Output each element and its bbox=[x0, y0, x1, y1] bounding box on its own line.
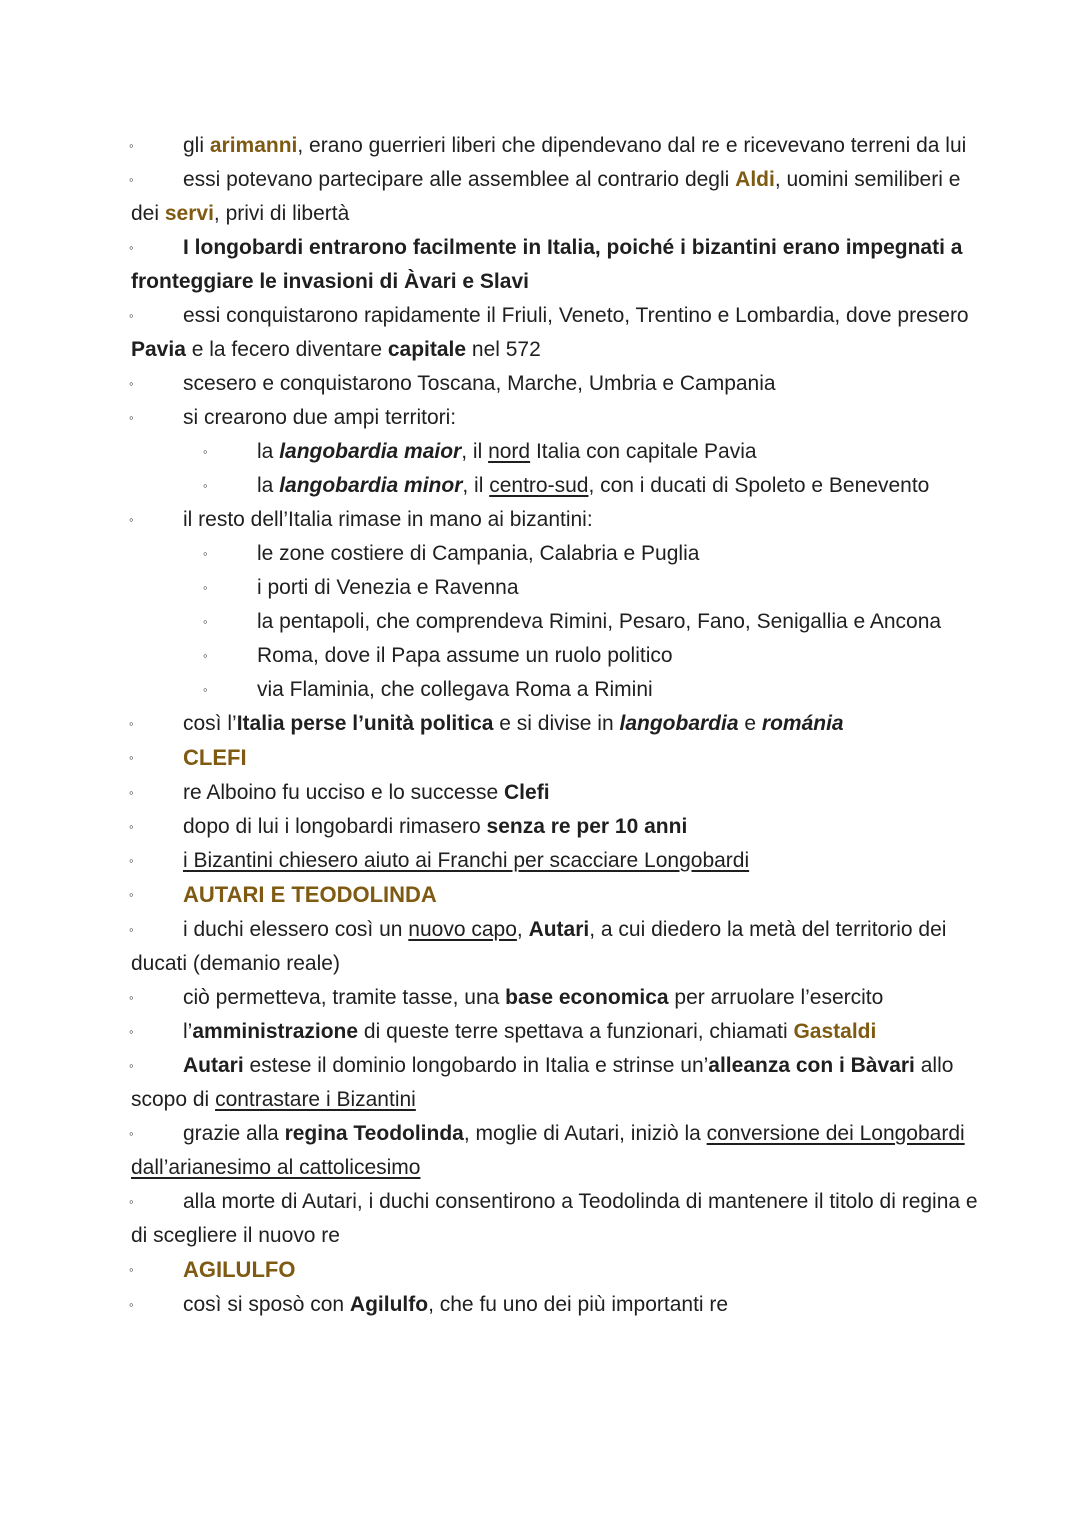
list-item bbox=[0, 129, 1080, 163]
text-segment: senza re per 10 anni bbox=[486, 815, 688, 838]
list-item bbox=[0, 163, 1080, 231]
bullet-icon: ◦ bbox=[203, 444, 208, 459]
text-segment: la bbox=[257, 440, 280, 463]
text-segment: Agilulfo bbox=[349, 1293, 429, 1316]
text-segment: essi conquistarono rapidamente il Friuli, Veneto, Trentino e Lombardia, dove presero bbox=[183, 304, 969, 327]
text-segment: románia bbox=[761, 712, 844, 735]
list-item bbox=[0, 1185, 1080, 1253]
text-segment: allo scopo di bbox=[131, 1054, 954, 1111]
text-segment: , il bbox=[461, 440, 489, 463]
bullet-icon: ◦ bbox=[129, 1024, 134, 1039]
key-term: arimanni bbox=[209, 134, 298, 157]
text-segment: , il bbox=[462, 474, 490, 497]
text-segment: nel 572 bbox=[466, 338, 541, 361]
list-item bbox=[0, 299, 1080, 367]
text-segment: e la fecero diventare bbox=[185, 338, 388, 361]
bullet-icon: ◦ bbox=[129, 308, 134, 323]
bullet-icon: ◦ bbox=[203, 682, 208, 697]
text-segment: si crearono due ampi territori: bbox=[183, 406, 457, 429]
list-item bbox=[0, 1253, 1080, 1288]
bullet-icon: ◦ bbox=[129, 716, 134, 731]
text-segment: capitale bbox=[387, 338, 467, 361]
list-item bbox=[0, 503, 1080, 537]
text-segment: così si sposò con bbox=[183, 1293, 350, 1316]
sub-list-item bbox=[0, 469, 1080, 503]
list-item bbox=[0, 231, 1080, 299]
key-term: servi bbox=[164, 202, 214, 225]
text-segment: Autari bbox=[528, 918, 590, 941]
bullet-icon: ◦ bbox=[129, 172, 134, 187]
text-segment: langobardia bbox=[619, 712, 739, 735]
bullet-icon: ◦ bbox=[129, 1126, 134, 1141]
text-segment: re Alboino fu ucciso e lo successe bbox=[183, 781, 505, 804]
text-segment: così l’ bbox=[183, 712, 237, 735]
document-body bbox=[0, 129, 1080, 1322]
text-segment: grazie alla bbox=[183, 1122, 285, 1145]
bullet-icon: ◦ bbox=[129, 750, 134, 765]
bullet-icon: ◦ bbox=[129, 887, 134, 902]
text-segment: conversione dei Longobardi dall’arianesimo al cattolicesimo bbox=[131, 1122, 965, 1179]
text-segment: nord bbox=[488, 440, 531, 463]
text-segment: i Bizantini chiesero aiuto ai Franchi per scacciare Longobardi bbox=[183, 849, 750, 872]
text-segment: , a cui diedero la metà del territorio dei ducati (demanio reale) bbox=[131, 918, 947, 975]
list-item bbox=[0, 1288, 1080, 1322]
text-segment: il resto dell’Italia rimase in mano ai bizantini: bbox=[183, 508, 593, 531]
text-segment: , che fu uno dei più importanti re bbox=[428, 1293, 729, 1316]
text-segment: gli bbox=[183, 134, 210, 157]
text-segment: , privi di libertà bbox=[213, 202, 350, 225]
section-heading: AGILULFO bbox=[183, 1257, 296, 1282]
text-segment: , moglie di Autari, iniziò la bbox=[463, 1122, 707, 1145]
text-segment: Pavia bbox=[131, 338, 186, 361]
sub-list-item bbox=[0, 605, 1080, 639]
text-segment: , uomini semiliberi e dei bbox=[131, 168, 961, 225]
text-segment: langobardia minor bbox=[279, 474, 463, 497]
key-term: Gastaldi bbox=[793, 1020, 877, 1043]
text-segment: la pentapoli, che comprendeva Rimini, Pesaro, Fano, Senigallia e Ancona bbox=[257, 610, 942, 633]
text-segment: Italia con capitale Pavia bbox=[530, 440, 757, 463]
text-segment: scesero e conquistarono Toscana, Marche, Umbria e Campania bbox=[183, 372, 776, 395]
bullet-icon: ◦ bbox=[129, 376, 134, 391]
text-segment: I longobardi entrarono facilmente in Italia, poiché i bizantini erano impegnati a fronteggiare le invasioni di Àvari e Slavi bbox=[131, 236, 963, 293]
bullet-icon: ◦ bbox=[129, 1058, 134, 1073]
section-heading: CLEFI bbox=[183, 745, 247, 770]
text-segment: nuovo capo bbox=[408, 918, 517, 941]
text-segment: i porti di Venezia e Ravenna bbox=[257, 576, 519, 599]
list-item bbox=[0, 367, 1080, 401]
list-item bbox=[0, 401, 1080, 435]
text-segment: centro-sud bbox=[489, 474, 589, 497]
list-item bbox=[0, 878, 1080, 913]
text-segment: , bbox=[516, 918, 529, 941]
list-item bbox=[0, 913, 1080, 981]
bullet-icon: ◦ bbox=[129, 1194, 134, 1209]
text-segment: per arruolare l’esercito bbox=[668, 986, 884, 1009]
sub-list-item bbox=[0, 537, 1080, 571]
text-segment: contrastare i Bizantini bbox=[215, 1088, 416, 1111]
text-segment: base economica bbox=[505, 986, 669, 1009]
bullet-icon: ◦ bbox=[203, 580, 208, 595]
bullet-icon: ◦ bbox=[129, 138, 134, 153]
list-item bbox=[0, 844, 1080, 878]
bullet-icon: ◦ bbox=[203, 546, 208, 561]
text-segment: via Flaminia, che collegava Roma a Rimini bbox=[257, 678, 653, 701]
bullet-icon: ◦ bbox=[129, 240, 134, 255]
text-segment: alleanza con i Bàvari bbox=[708, 1054, 915, 1077]
text-segment: e si divise in bbox=[493, 712, 620, 735]
bullet-icon: ◦ bbox=[129, 819, 134, 834]
list-item bbox=[0, 776, 1080, 810]
list-item bbox=[0, 741, 1080, 776]
text-segment: , con i ducati di Spoleto e Benevento bbox=[588, 474, 930, 497]
list-item bbox=[0, 981, 1080, 1015]
bullet-icon: ◦ bbox=[129, 410, 134, 425]
bullet-icon: ◦ bbox=[129, 990, 134, 1005]
text-segment: amministrazione bbox=[192, 1020, 359, 1043]
text-segment: Clefi bbox=[504, 781, 550, 804]
bullet-icon: ◦ bbox=[129, 922, 134, 937]
list-item bbox=[0, 707, 1080, 741]
list-item bbox=[0, 810, 1080, 844]
list-item bbox=[0, 1117, 1080, 1185]
text-segment: , erano guerrieri liberi che dipendevano dal re e ricevevano terreni da lui bbox=[297, 134, 967, 157]
text-segment: l’ bbox=[183, 1020, 193, 1043]
text-segment: estese il dominio longobardo in Italia e strinse un’ bbox=[243, 1054, 709, 1077]
sub-list-item bbox=[0, 435, 1080, 469]
text-segment: di queste terre spettava a funzionari, chiamati bbox=[358, 1020, 794, 1043]
text-segment: le zone costiere di Campania, Calabria e Puglia bbox=[257, 542, 700, 565]
text-segment: essi potevano partecipare alle assemblee al contrario degli bbox=[183, 168, 736, 191]
sub-list-item bbox=[0, 639, 1080, 673]
bullet-icon: ◦ bbox=[129, 512, 134, 527]
text-segment: Roma, dove il Papa assume un ruolo politico bbox=[257, 644, 673, 667]
section-heading: AUTARI E TEODOLINDA bbox=[183, 882, 437, 907]
text-segment: ciò permetteva, tramite tasse, una bbox=[183, 986, 506, 1009]
text-segment: Italia perse l’unità politica bbox=[236, 712, 494, 735]
text-segment: dopo di lui i longobardi rimasero bbox=[183, 815, 487, 838]
text-segment: alla morte di Autari, i duchi consentirono a Teodolinda di mantenere il titolo di regina e di scegliere il nuovo re bbox=[131, 1190, 978, 1247]
key-term: Aldi bbox=[735, 168, 775, 191]
list-item bbox=[0, 1049, 1080, 1117]
bullet-icon: ◦ bbox=[129, 1297, 134, 1312]
text-segment: regina Teodolinda bbox=[284, 1122, 464, 1145]
text-segment: i duchi elessero così un bbox=[183, 918, 409, 941]
bullet-icon: ◦ bbox=[129, 785, 134, 800]
text-segment: Autari bbox=[183, 1054, 244, 1077]
sub-list-item bbox=[0, 673, 1080, 707]
bullet-icon: ◦ bbox=[129, 1262, 134, 1277]
list-item bbox=[0, 1015, 1080, 1049]
text-segment: e bbox=[738, 712, 762, 735]
sub-list-item bbox=[0, 571, 1080, 605]
text-segment: langobardia maior bbox=[279, 440, 462, 463]
text-segment: la bbox=[257, 474, 280, 497]
bullet-icon: ◦ bbox=[203, 648, 208, 663]
bullet-icon: ◦ bbox=[203, 478, 208, 493]
bullet-icon: ◦ bbox=[203, 614, 208, 629]
bullet-icon: ◦ bbox=[129, 853, 134, 868]
